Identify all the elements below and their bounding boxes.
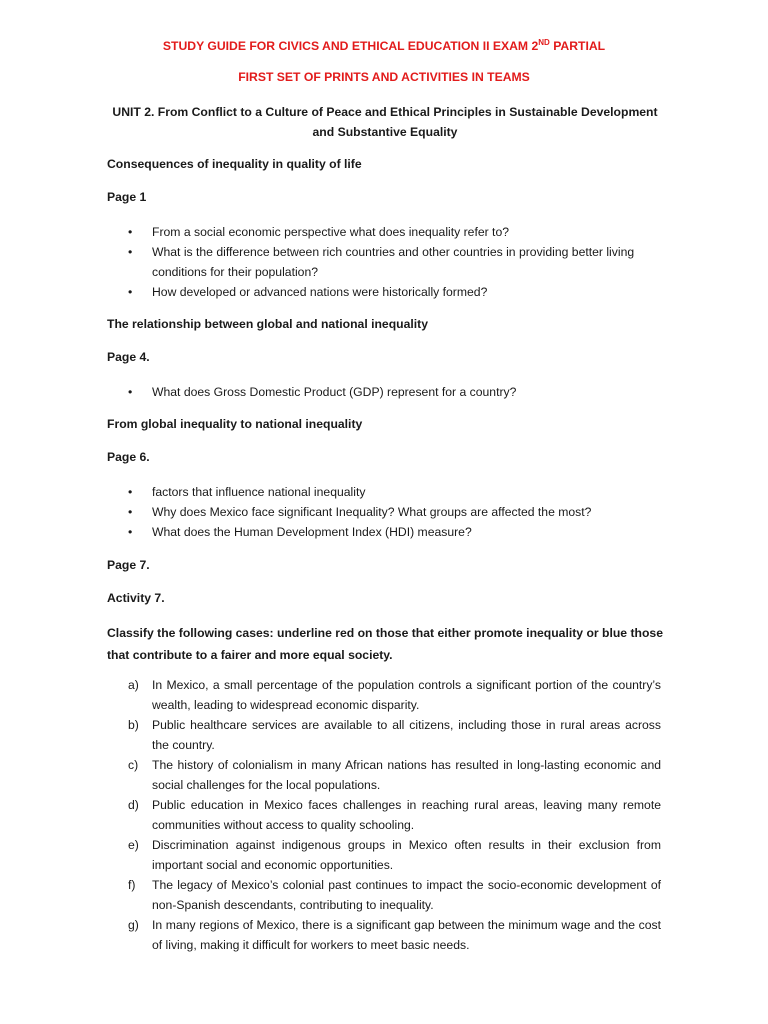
question-list-2 bbox=[128, 382, 668, 402]
page-label-7: Page 7. bbox=[107, 558, 150, 572]
case-item-f: f) The legacy of Mexico’s colonial past continues to impact the socio-economic development of non-Spanish descendants, contributing to inequality. bbox=[128, 875, 661, 915]
bullet-icon: • bbox=[128, 385, 133, 399]
list-item: • Why does Mexico face significant Inequality? What groups are affected the most? bbox=[128, 502, 668, 522]
activity-instruction: Classify the following cases: underline red on those that either promote inequality or blue those that contribute to a fairer and more equal society. bbox=[107, 626, 663, 662]
page-label-4: Page 4. bbox=[107, 350, 150, 364]
list-item: • What does Gross Domestic Product (GDP) represent for a country? bbox=[128, 382, 668, 402]
bullet-icon: • bbox=[128, 505, 133, 519]
case-letter: d) bbox=[128, 798, 139, 812]
document-title: STUDY GUIDE FOR CIVICS AND ETHICAL EDUCATION II EXAM 2ND PARTIAL bbox=[162, 38, 606, 53]
case-item-a: a) In Mexico, a small percentage of the population controls a significant portion of the country’s wealth, leading to widespread economic disparity. bbox=[128, 675, 661, 715]
list-item: • factors that influence national inequality bbox=[128, 482, 668, 502]
question-list-1 bbox=[128, 222, 668, 302]
case-item-c: c) The history of colonialism in many African nations has resulted in long-lasting economic and social challenges for the local populations. bbox=[128, 755, 661, 795]
case-item-g: g) In many regions of Mexico, there is a significant gap between the minimum wage and the cost of living, making it difficult for workers to meet basic needs. bbox=[128, 915, 661, 955]
bullet-icon: • bbox=[128, 485, 133, 499]
case-letter: e) bbox=[128, 838, 139, 852]
list-item: • From a social economic perspective what does inequality refer to? bbox=[128, 222, 668, 242]
bullet-icon: • bbox=[128, 285, 133, 299]
section-heading-relationship: The relationship between global and national inequality bbox=[107, 317, 428, 331]
case-item-d: d) Public education in Mexico faces challenges in reaching rural areas, leaving many remote communities without access to quality schooling. bbox=[128, 795, 661, 835]
case-item-b: b) Public healthcare services are available to all citizens, including those in rural areas across the country. bbox=[128, 715, 661, 755]
case-letter: a) bbox=[128, 678, 139, 692]
case-letter: g) bbox=[128, 918, 139, 932]
case-letter: b) bbox=[128, 718, 139, 732]
case-letter: c) bbox=[128, 758, 139, 772]
list-item: • What is the difference between rich countries and other countries in providing better living conditions for their population? bbox=[128, 242, 668, 282]
section-heading-consequences: Consequences of inequality in quality of life bbox=[107, 157, 362, 171]
case-item-e: e) Discrimination against indigenous groups in Mexico often results in their exclusion from important social and economic opportunities. bbox=[128, 835, 661, 875]
case-list bbox=[128, 675, 661, 955]
bullet-icon: • bbox=[128, 525, 133, 539]
document-subtitle: FIRST SET OF PRINTS AND ACTIVITIES IN TEAMS bbox=[238, 70, 530, 84]
bullet-icon: • bbox=[128, 225, 133, 239]
list-item: • What does the Human Development Index (HDI) measure? bbox=[128, 522, 668, 542]
question-list-3 bbox=[128, 482, 668, 542]
section-heading-global-national: From global inequality to national inequality bbox=[107, 417, 363, 431]
page-label-6: Page 6. bbox=[107, 450, 150, 464]
unit-heading: UNIT 2. From Conflict to a Culture of Peace and Ethical Principles in Sustainable Development and Substantive Equality bbox=[112, 105, 658, 139]
page-label-1: Page 1 bbox=[107, 190, 147, 204]
list-item: • How developed or advanced nations were historically formed? bbox=[128, 282, 668, 302]
activity-heading: Activity 7. bbox=[107, 591, 165, 605]
bullet-icon: • bbox=[128, 245, 133, 259]
case-letter: f) bbox=[128, 878, 136, 892]
